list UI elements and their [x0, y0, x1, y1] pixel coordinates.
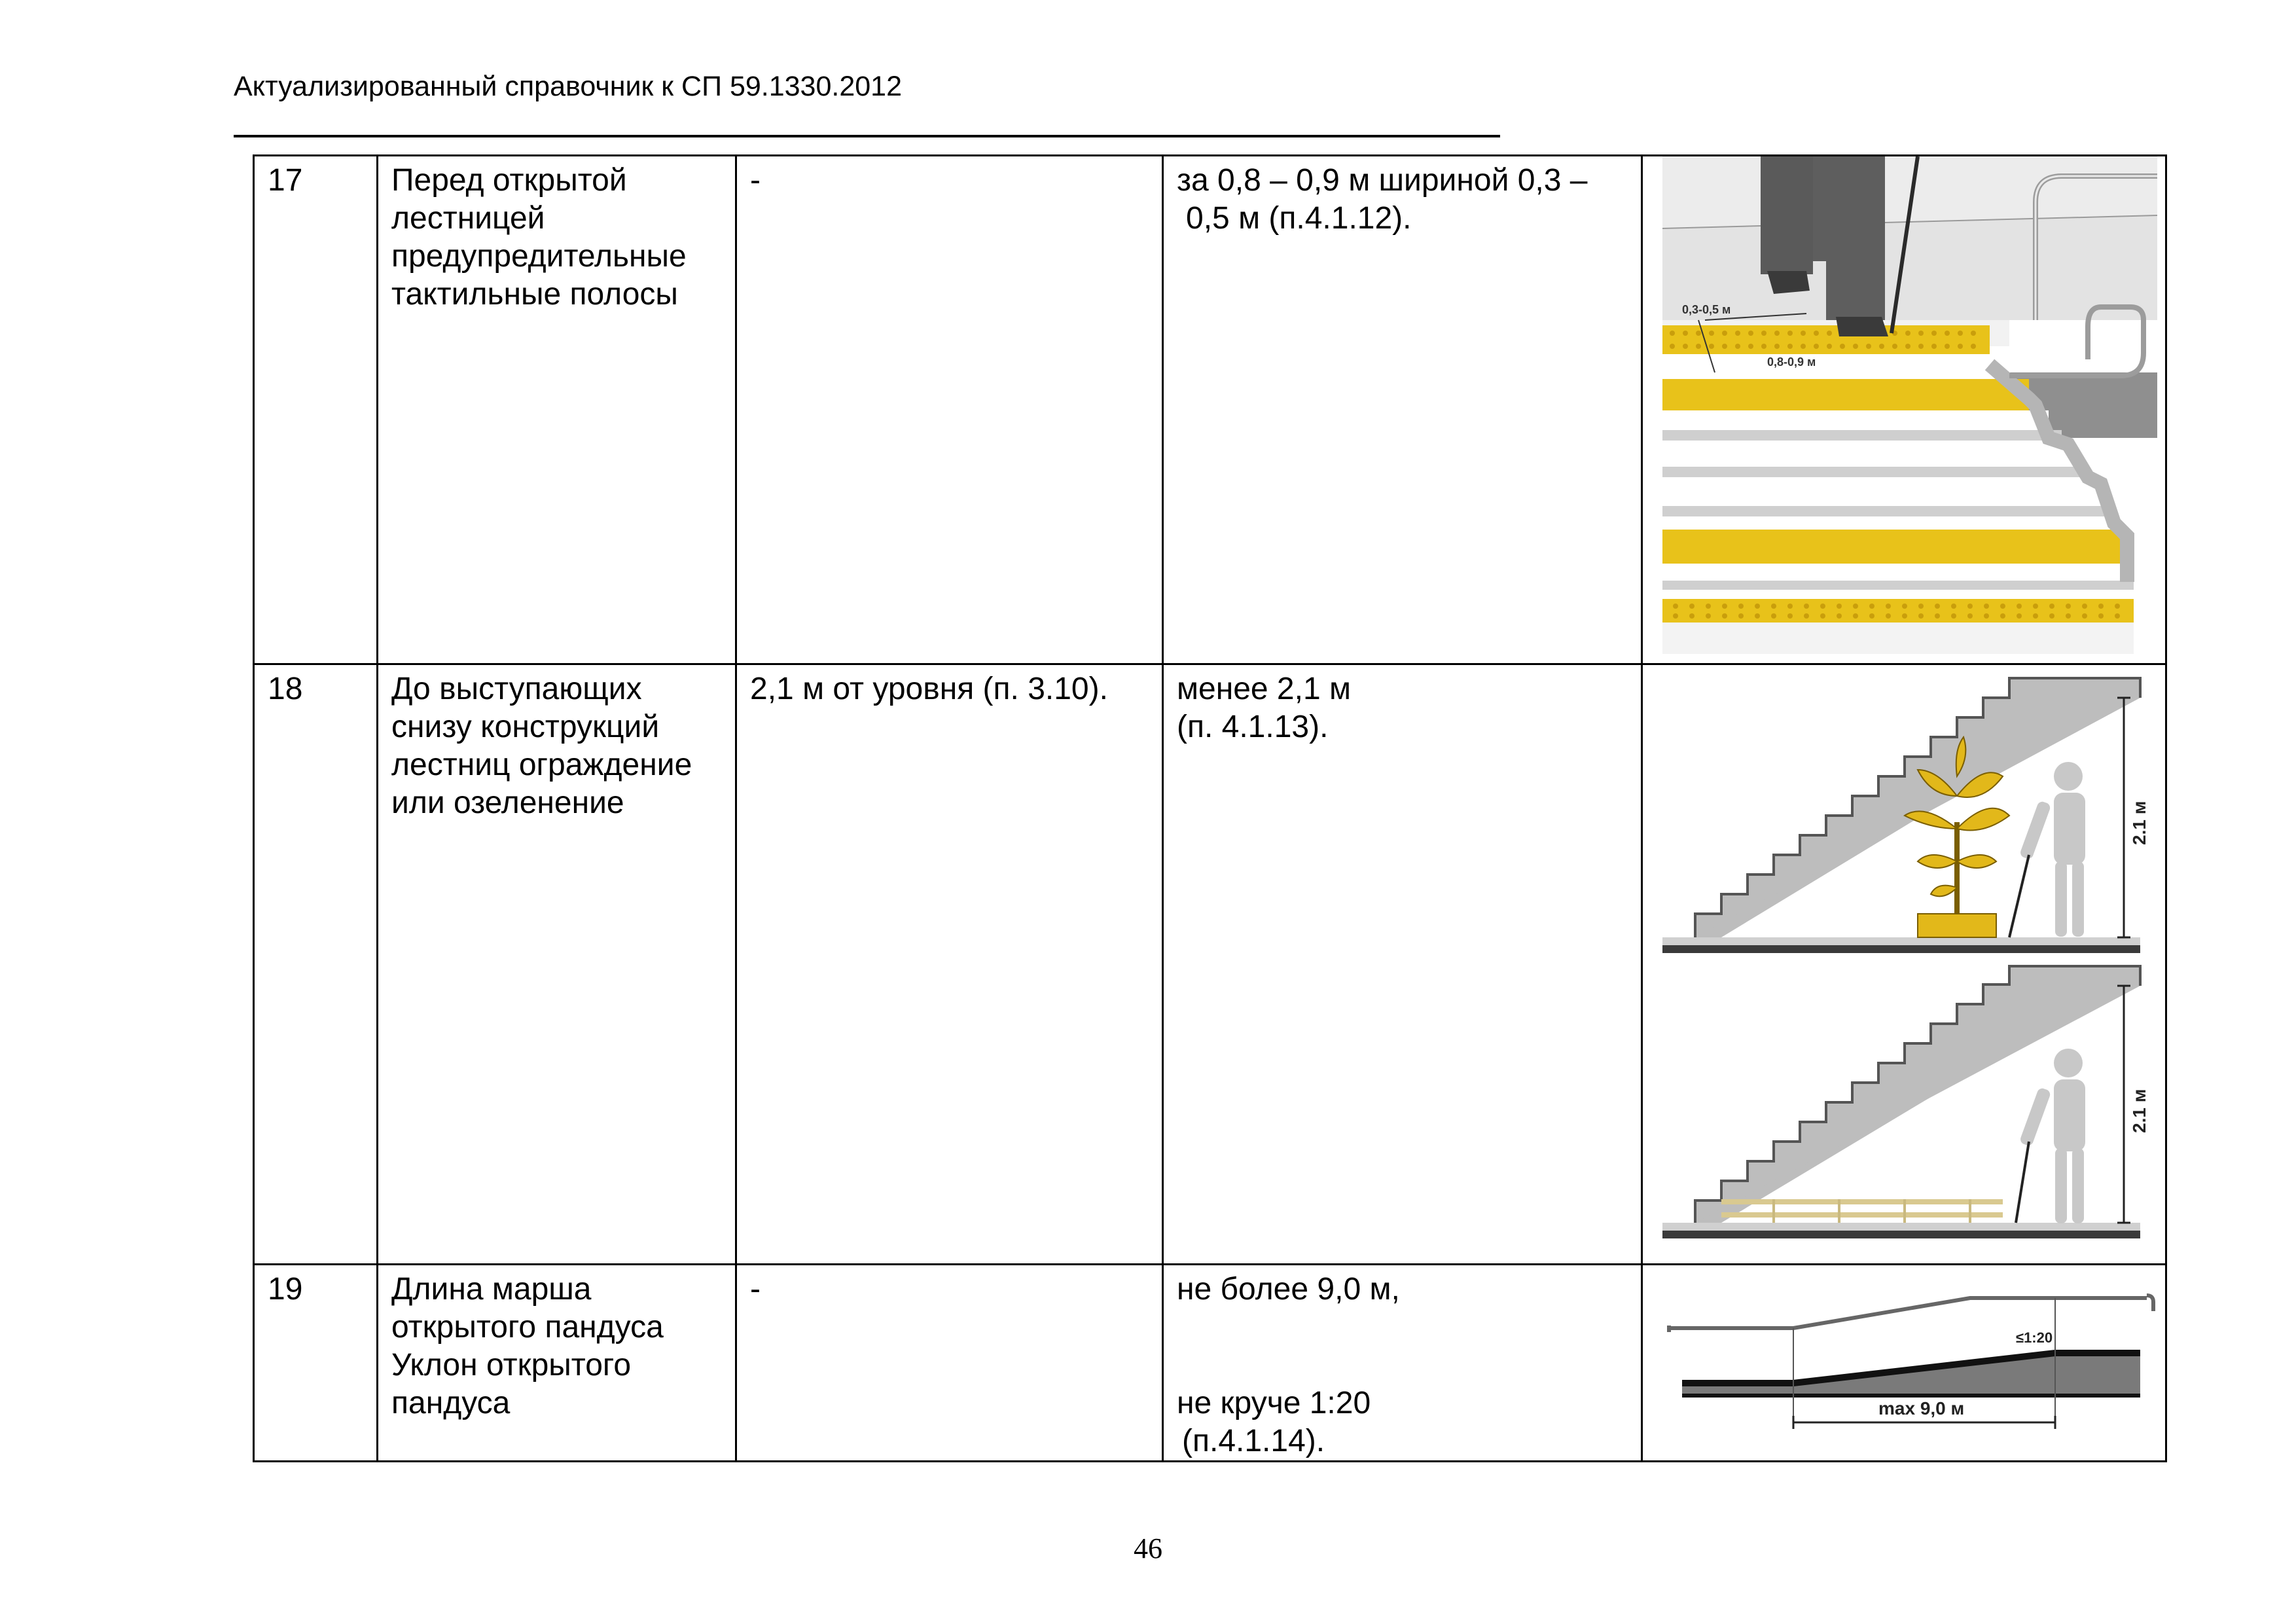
row-value-line: менее 2,1 м — [1177, 672, 1351, 706]
row-figure — [1642, 664, 2166, 1265]
row-name-line: Уклон открытого — [391, 1348, 632, 1382]
row-number: 17 — [254, 156, 378, 664]
row-name — [378, 1265, 736, 1462]
row-name-line: Длина марша — [391, 1272, 592, 1307]
row-value-spacer — [1177, 1308, 1628, 1384]
row-value-line: (п.4.1.14). — [1182, 1424, 1325, 1458]
ramp-figure — [1643, 1265, 2157, 1451]
row-name-line: или озеленение — [391, 785, 624, 820]
table-row-17 — [254, 156, 2166, 664]
row-value-line: (п. 4.1.13). — [1177, 710, 1329, 744]
stair-with-plant-drawing — [1662, 678, 2149, 953]
headroom-label-bottom: 2.1 м — [2129, 1089, 2149, 1133]
row-name-line: предупредительные — [391, 239, 687, 274]
page-header-title: Актуализированный справочник к СП 59.1330.2012 — [234, 71, 902, 102]
slope-label: ≤1:20 — [2016, 1329, 2053, 1346]
row-name — [378, 664, 736, 1265]
row-name-line: До выступающих — [391, 672, 642, 706]
row-value — [1163, 156, 1642, 664]
ramp-length-label: max 9,0 м — [1878, 1398, 1965, 1418]
stair-with-railing-drawing — [1662, 966, 2149, 1238]
table-row-19 — [254, 1265, 2166, 1462]
page-number: 46 — [1134, 1532, 1162, 1564]
row-value-line: не более 9,0 м, — [1177, 1272, 1400, 1307]
row-name-line: лестниц ограждение — [391, 748, 692, 782]
tactile-stair-figure — [1643, 156, 2157, 654]
row-name — [378, 156, 736, 664]
headroom-stair-figure — [1643, 665, 2157, 1254]
row-name-line: лестницей — [391, 201, 545, 236]
table-row-18 — [254, 664, 2166, 1265]
row-figure — [1642, 1265, 2166, 1462]
row-name-line: пандуса — [391, 1386, 511, 1420]
row-requirement: 2,1 м от уровня (п. 3.10). — [736, 664, 1163, 1265]
row-name-line: снизу конструкций — [391, 710, 660, 744]
row-value — [1163, 664, 1642, 1265]
row-figure — [1642, 156, 2166, 664]
headroom-label-top: 2.1 м — [2129, 801, 2149, 845]
row-name-line: тактильные полосы — [391, 277, 678, 312]
row-value — [1163, 1265, 1642, 1462]
row-number: 19 — [254, 1265, 378, 1462]
tactile-width-label: 0,3-0,5 м — [1682, 303, 1731, 316]
row-value-line: за 0,8 – 0,9 м шириной 0,3 – — [1177, 163, 1588, 198]
row-number: 18 — [254, 664, 378, 1265]
row-requirement: - — [736, 156, 1163, 664]
header-rule — [234, 135, 1500, 137]
row-requirement: - — [736, 1265, 1163, 1462]
row-name-line: Перед открытой — [391, 163, 627, 198]
row-value-line: не круче 1:20 — [1177, 1386, 1371, 1420]
row-name-line: открытого пандуса — [391, 1310, 664, 1344]
row-value-line: 0,5 м (п.4.1.12). — [1186, 201, 1412, 236]
tactile-distance-label: 0,8-0,9 м — [1767, 355, 1816, 369]
requirements-table — [253, 154, 2167, 1462]
